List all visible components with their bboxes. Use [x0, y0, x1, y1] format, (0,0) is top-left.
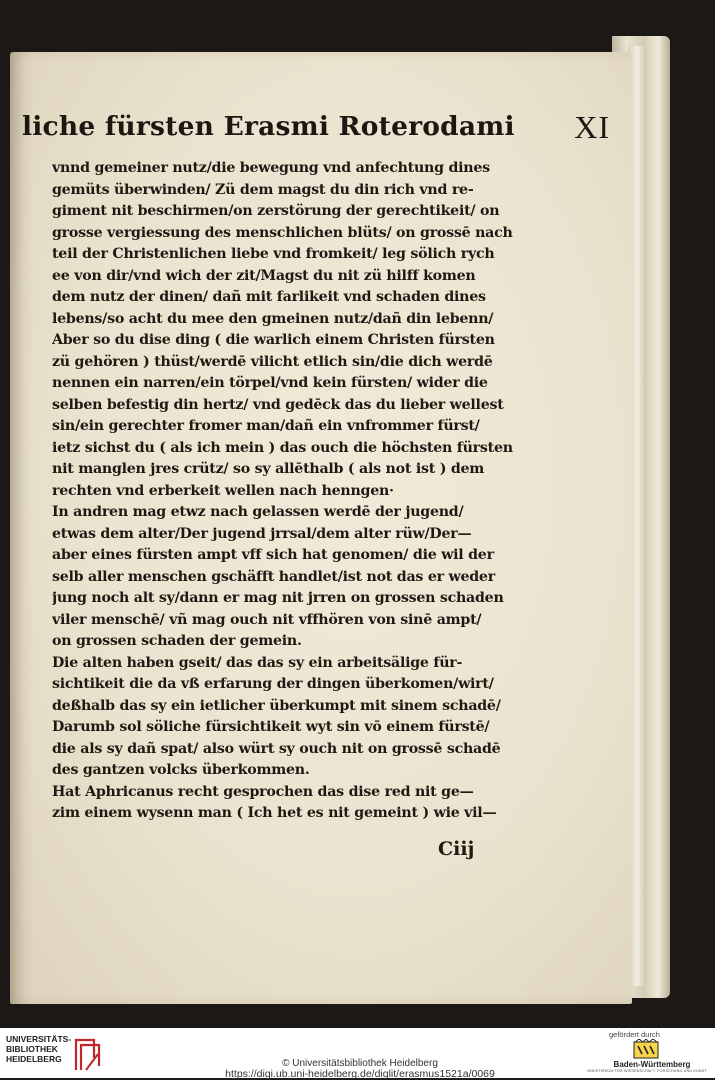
text-line: In andren mag etwz nach gelassen werdē der jugend/ — [52, 504, 464, 520]
sponsor-name: Baden-Württemberg — [613, 1060, 691, 1069]
library-name-line-2: BIBLIOTHEK — [6, 1044, 58, 1054]
text-line: jung noch alt sy/dann er mag nit jrren on grossen schaden — [52, 590, 504, 606]
library-name-line-1: UNIVERSITÄTS- — [6, 1034, 72, 1044]
text-line: Die alten haben gseit/ das das sy ein arbeitsälige für- — [52, 654, 463, 671]
library-name-line-3: HEIDELBERG — [6, 1054, 62, 1064]
running-title: liche fürsten Erasmi Roterodami — [22, 111, 515, 142]
text-line: selben befestig din hertz/ vnd gedēck das du lieber wellest — [52, 396, 504, 413]
sponsor-subtitle: MINISTERIUM FÜR WISSENSCHAFT, FORSCHUNG UND KUNST — [587, 1069, 707, 1073]
signature-mark: Ciij — [438, 838, 475, 860]
text-line: zim einem wysenn man ( Ich het es nit gemeint ) wie vil— — [52, 805, 497, 821]
text-line: zü gehören ) thüst/werdē vilicht etlich sin/die dich werdē — [52, 353, 493, 370]
text-line: Aber so du dise ding ( die warlich einem Christen fürsten — [52, 332, 495, 348]
text-line: sin/ein gerechter fromer man/dañ ein vnfrommer fürst/ — [52, 418, 480, 434]
text-line: nit manglen jres crütz/ so sy allēthalb ( als not ist ) dem — [52, 461, 485, 477]
text-line: rechten vnd erberkeit wellen nach henngen· — [52, 482, 394, 499]
text-line: Hat Aphricanus recht gesprochen das dise red nit ge— — [52, 783, 474, 800]
text-line: lebens/so acht du mee den gmeinen nutz/dañ din lebenn/ — [52, 310, 494, 327]
text-line: giment nit beschirmen/on zerstörung der gerechtikeit/ on — [52, 203, 500, 219]
folio-number: XI — [574, 109, 610, 145]
text-line: grosse vergiessung des menschlichen blüts/ on grossē nach — [52, 224, 513, 241]
text-block — [52, 158, 540, 825]
sponsor-logo[interactable] — [587, 1030, 707, 1076]
ub-heidelberg-logo[interactable] — [6, 1034, 106, 1074]
text-line: die als sy dañ spat/ also würt sy ouch nit on grossē schadē — [52, 740, 501, 757]
copyright-notice: © Universitätsbibliothek Heidelberg — [282, 1058, 438, 1069]
sponsor-label: gefördert durch — [609, 1030, 660, 1039]
text-line: vnnd gemeiner nutz/die bewegung vnd anfechtung dines — [52, 160, 490, 176]
text-line: teil der Christenlichen liebe vnd fromkeit/ leg sölich rych — [52, 246, 495, 262]
text-line: des gantzen volcks überkommen. — [52, 762, 310, 778]
text-line: gemüts überwinden/ Zü dem magst du din rich vnd re- — [52, 181, 474, 198]
text-line: nennen ein narren/ein törpel/vnd kein fürsten/ wider die — [52, 375, 488, 391]
text-line: ietz sichst du ( als ich mein ) das ouch die höchsten fürsten — [52, 439, 513, 456]
text-line: viler menschē/ vñ mag ouch nit vffhören von sinē ampt/ — [52, 611, 482, 628]
text-line: selb aller menschen gschäfft handlet/ist not das er weder — [52, 568, 495, 585]
state-crest-icon — [633, 1039, 659, 1059]
library-name — [6, 1034, 71, 1064]
viewer-footer — [0, 1028, 715, 1078]
library-mark-icon — [72, 1036, 102, 1072]
text-line: deßhalb das sy ein ietlicher überkumpt mit sinem schadē/ — [52, 697, 501, 714]
text-line: sichtikeit die da vß erfarung der dingen überkomen/wirt/ — [52, 676, 494, 692]
permalink[interactable]: https://digi.ub.uni-heidelberg.de/diglit/erasmus1521a/0069 — [225, 1068, 495, 1080]
text-line: ee von dir/vnd wich der zit/Magst du nit zü hilff komen — [52, 267, 476, 284]
running-head — [22, 107, 612, 155]
text-line: on grossen schaden der gemein. — [52, 633, 302, 649]
text-line: Darumb sol söliche fürsichtikeit wyt sin vō einem fürstē/ — [52, 719, 490, 735]
text-line: etwas dem alter/Der jugend jrrsal/dem alter rüw/Der— — [52, 525, 472, 542]
text-line: aber eines fürsten ampt vff sich hat genomen/ die wil der — [52, 547, 494, 563]
text-line: dem nutz der dinen/ dañ mit farlikeit vnd schaden dines — [52, 289, 486, 305]
